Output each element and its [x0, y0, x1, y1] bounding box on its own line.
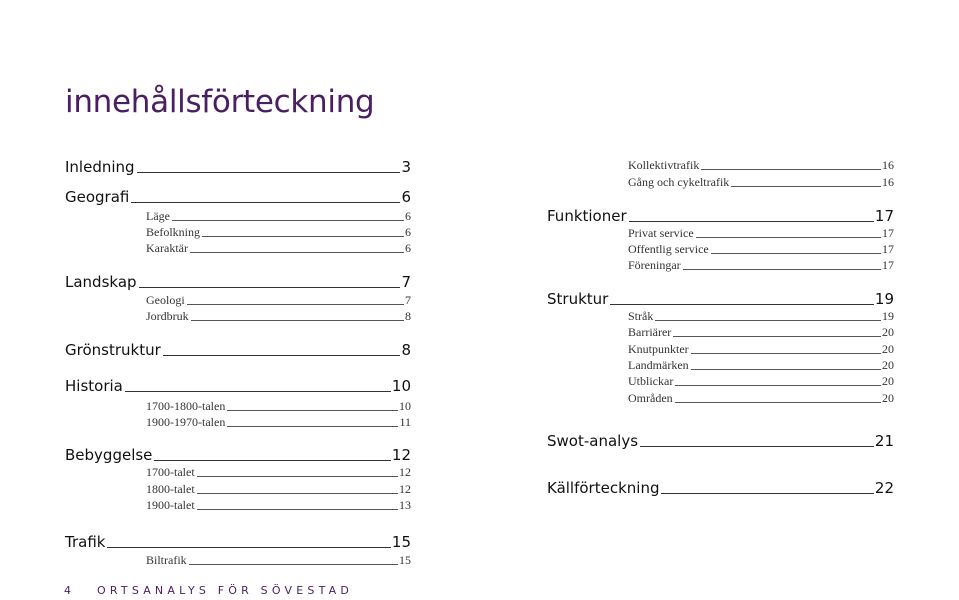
footer-publication-title: ORTSANALYS FÖR SÖVESTAD: [97, 584, 354, 597]
toc-entry-label: Offentlig service: [628, 242, 709, 256]
toc-entry-label: Gång och cykeltrafik: [628, 175, 730, 189]
toc-leader-line: [683, 269, 881, 270]
toc-entry-label: Bebyggelse: [65, 446, 153, 464]
toc-leader-line: [701, 169, 881, 170]
toc-entry-label: Kollektivtrafik: [628, 158, 700, 172]
toc-entry-label: Utblickar: [628, 374, 674, 388]
toc-leader-line: [191, 320, 404, 321]
toc-entry-label: 1700-talet: [146, 465, 195, 479]
toc-entry-page: 11: [399, 415, 411, 429]
toc-entry-page: 10: [391, 377, 411, 395]
toc-entry-label: Knutpunkter: [628, 342, 689, 356]
toc-entry-label: Områden: [628, 391, 673, 405]
toc-entry[interactable]: [628, 309, 894, 323]
toc-entry-page: 6: [401, 188, 411, 206]
toc-leader-line: [107, 547, 390, 548]
toc-entry[interactable]: [547, 432, 894, 450]
page-title: innehållsförteckning: [65, 84, 375, 120]
toc-entry[interactable]: [65, 341, 411, 359]
toc-leader-line: [154, 460, 391, 461]
toc-entry-page: 6: [405, 209, 411, 223]
toc-entry[interactable]: [628, 374, 894, 388]
toc-entry[interactable]: [65, 533, 411, 551]
toc-entry[interactable]: [65, 377, 411, 395]
toc-entry[interactable]: [65, 188, 411, 206]
toc-entry-label: 1700-1800-talen: [146, 399, 226, 413]
toc-entry-label: Landskap: [65, 273, 137, 291]
toc-leader-line: [673, 336, 881, 337]
toc-leader-line: [197, 509, 398, 510]
toc-entry-label: Befolkning: [146, 225, 200, 239]
toc-entry-label: 1900-1970-talen: [146, 415, 226, 429]
toc-leader-line: [197, 493, 398, 494]
toc-entry-label: Stråk: [628, 309, 654, 323]
toc-entry-page: 20: [882, 325, 894, 339]
toc-entry[interactable]: [628, 342, 894, 356]
toc-entry[interactable]: [547, 479, 894, 497]
toc-leader-line: [655, 320, 881, 321]
toc-entry[interactable]: [146, 293, 411, 307]
toc-entry-page: 10: [399, 399, 411, 413]
toc-entry[interactable]: [547, 290, 894, 308]
toc-entry-page: 20: [882, 358, 894, 372]
toc-entry-page: 20: [882, 391, 894, 405]
toc-leader-line: [189, 564, 398, 565]
toc-entry[interactable]: [146, 399, 411, 413]
toc-leader-line: [640, 446, 874, 447]
toc-entry-page: 17: [882, 226, 894, 240]
toc-entry-page: 12: [399, 482, 411, 496]
toc-entry-page: 17: [874, 207, 894, 225]
toc-leader-line: [711, 253, 881, 254]
toc-entry-page: 6: [405, 225, 411, 239]
toc-leader-line: [227, 426, 398, 427]
toc-leader-line: [675, 402, 881, 403]
toc-entry-page: 17: [882, 258, 894, 272]
toc-entry-label: Källförteckning: [547, 479, 660, 497]
toc-entry-label: Landmärken: [628, 358, 689, 372]
toc-entry[interactable]: [628, 175, 894, 189]
toc-leader-line: [202, 236, 404, 237]
toc-leader-line: [190, 252, 404, 253]
toc-entry-page: 20: [882, 342, 894, 356]
toc-entry[interactable]: [628, 325, 894, 339]
toc-entry[interactable]: [146, 309, 411, 323]
toc-entry-page: 22: [874, 479, 894, 497]
toc-entry-page: 16: [882, 158, 894, 172]
toc-entry[interactable]: [628, 242, 894, 256]
toc-entry-page: 19: [874, 290, 894, 308]
toc-entry-page: 21: [874, 432, 894, 450]
toc-leader-line: [197, 476, 398, 477]
toc-entry[interactable]: [146, 209, 411, 223]
toc-entry[interactable]: [65, 273, 411, 291]
toc-leader-line: [172, 220, 404, 221]
toc-entry-page: 13: [399, 498, 411, 512]
toc-entry-label: Geologi: [146, 293, 185, 307]
toc-entry-page: 12: [391, 446, 411, 464]
toc-entry-page: 16: [882, 175, 894, 189]
toc-entry-label: Karaktär: [146, 241, 188, 255]
toc-leader-line: [696, 237, 881, 238]
toc-entry-label: 1800-talet: [146, 482, 195, 496]
toc-entry-page: 12: [399, 465, 411, 479]
toc-entry[interactable]: [547, 207, 894, 225]
toc-entry-label: Trafik: [65, 533, 106, 551]
toc-entry-page: 8: [405, 309, 411, 323]
page-footer: [64, 584, 353, 597]
toc-entry-page: 8: [401, 341, 411, 359]
toc-entry[interactable]: [628, 226, 894, 240]
toc-entry-page: 7: [405, 293, 411, 307]
toc-entry[interactable]: [628, 358, 894, 372]
toc-entry-label: Grönstruktur: [65, 341, 161, 359]
toc-leader-line: [139, 287, 401, 288]
toc-entry[interactable]: [146, 482, 411, 496]
toc-entry-page: 20: [882, 374, 894, 388]
toc-entry-page: 15: [399, 553, 411, 567]
toc-entry-label: Biltrafik: [146, 553, 187, 567]
toc-entry-label: Jordbruk: [146, 309, 189, 323]
toc-entry-page: 6: [405, 241, 411, 255]
toc-entry[interactable]: [65, 158, 411, 176]
toc-entry-page: 17: [882, 242, 894, 256]
toc-entry-label: Inledning: [65, 158, 135, 176]
toc-leader-line: [661, 493, 873, 494]
toc-entry-label: Swot-analys: [547, 432, 639, 450]
toc-entry[interactable]: [146, 415, 411, 429]
toc-entry-page: 15: [391, 533, 411, 551]
toc-entry-label: 1900-talet: [146, 498, 195, 512]
toc-leader-line: [675, 385, 881, 386]
toc-entry-label: Geografi: [65, 188, 130, 206]
toc-entry[interactable]: [146, 465, 411, 479]
toc-entry-label: Struktur: [547, 290, 609, 308]
toc-entry-label: Funktioner: [547, 207, 627, 225]
toc-leader-line: [131, 202, 400, 203]
toc-entry-label: Föreningar: [628, 258, 681, 272]
toc-entry[interactable]: [628, 391, 894, 405]
toc-entry-label: Privat service: [628, 226, 694, 240]
toc-entry[interactable]: [146, 225, 411, 239]
toc-leader-line: [163, 355, 401, 356]
toc-leader-line: [691, 369, 881, 370]
toc-leader-line: [137, 172, 401, 173]
toc-leader-line: [227, 410, 398, 411]
toc-leader-line: [691, 353, 881, 354]
toc-entry[interactable]: [146, 553, 411, 567]
toc-leader-line: [610, 304, 874, 305]
toc-entry[interactable]: [146, 241, 411, 255]
toc-entry-label: Historia: [65, 377, 123, 395]
footer-page-number: 4: [64, 584, 71, 597]
toc-leader-line: [629, 221, 874, 222]
toc-entry[interactable]: [628, 158, 894, 172]
toc-entry-page: 3: [401, 158, 411, 176]
toc-entry-label: Läge: [146, 209, 170, 223]
toc-entry-label: Barriärer: [628, 325, 672, 339]
toc-entry[interactable]: [628, 258, 894, 272]
toc-entry[interactable]: [65, 446, 411, 464]
toc-entry-page: 19: [882, 309, 894, 323]
toc-leader-line: [187, 304, 404, 305]
toc-leader-line: [125, 391, 391, 392]
toc-entry-page: 7: [401, 273, 411, 291]
toc-entry[interactable]: [146, 498, 411, 512]
toc-leader-line: [731, 186, 881, 187]
